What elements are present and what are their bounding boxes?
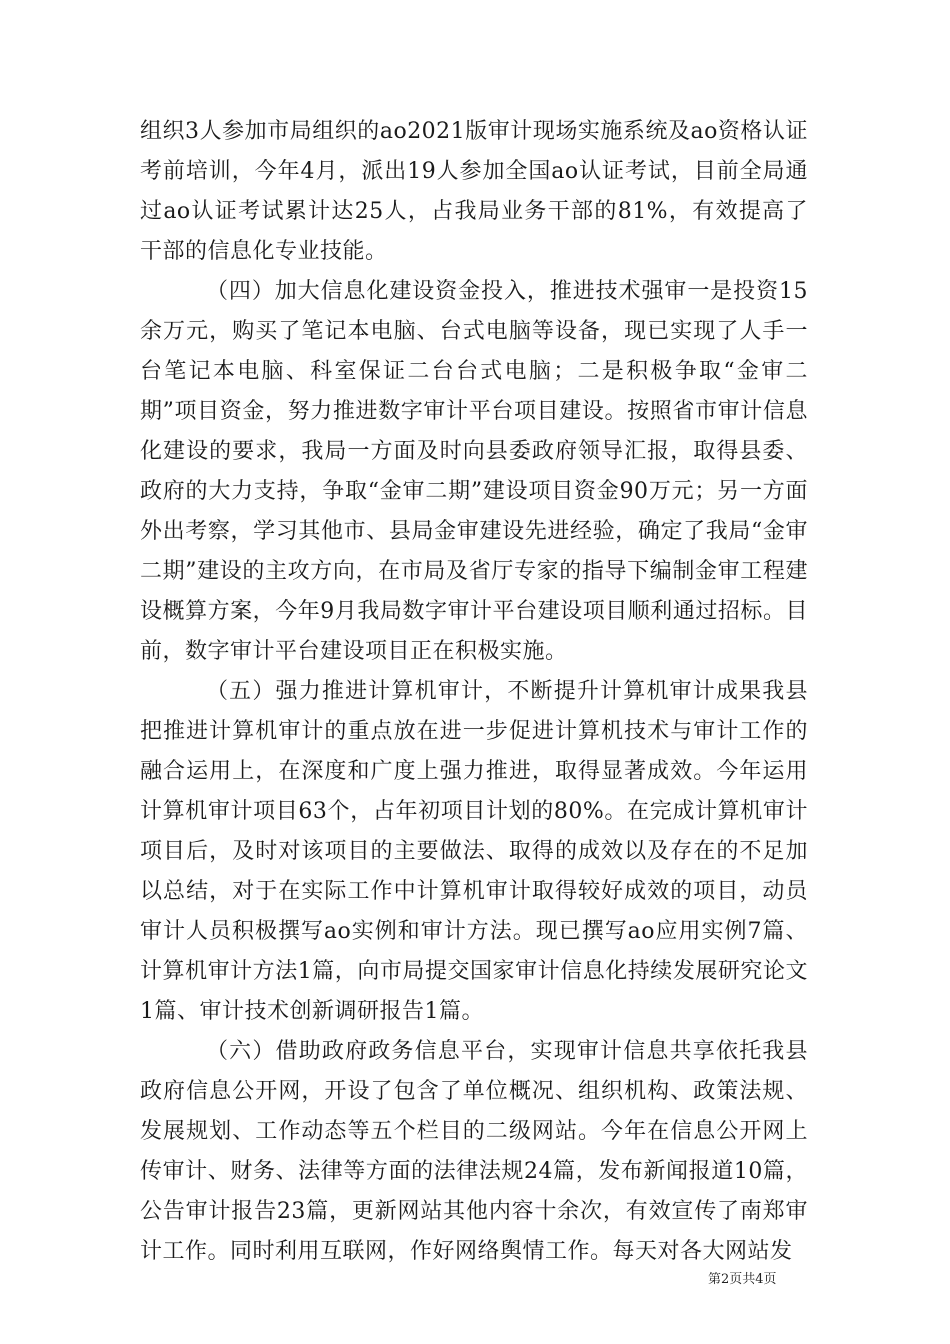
paragraph-section-5: （五）强力推进计算机审计，不断提升计算机审计成果我县把推进计算机审计的重点放在进一步促进计算机技术与审计工作的融合运用上，在深度和广度上强力推进，取得显著成效。今年运用计算机审计项目63个，占年初项目计划的80%。在完成计算机审计项目后，及时对该项目的主要做法、取得的成效以及存在的不足加以总结，对于在实际工作中计算机审计取得较好成效的项目，动员审计人员积极撰写ao实例和审计方法。现已撰写ao应用实例7篇、计算机审计方法1篇，向市局提交国家审计信息化持续发展研究论文1篇、审计技术创新调研报告1篇。 — [140, 679, 808, 1024]
document-body — [140, 112, 808, 1272]
paragraph-section-4: （四）加大信息化建设资金投入，推进技术强审一是投资15余万元，购买了笔记本电脑、台式电脑等设备，现已实现了人手一台笔记本电脑、科室保证二台台式电脑；二是积极争取“金审二期”项目资金，努力推进数字审计平台项目建设。按照省市审计信息化建设的要求，我局一方面及时向县委政府领导汇报，取得县委、政府的大力支持，争取“金审二期”建设项目资金90万元；另一方面外出考察，学习其他市、县局金审建设先进经验，确定了我局“金审二期”建设的主攻方向，在市局及省厅专家的指导下编制金审工程建设概算方案，今年9月我局数字审计平台建设项目顺利通过招标。目前，数字审计平台建设项目正在积极实施。 — [140, 279, 808, 664]
paragraph-section-6: （六）借助政府政务信息平台，实现审计信息共享依托我县政府信息公开网，开设了包含了单位概况、组织机构、政策法规、发展规划、工作动态等五个栏目的二级网站。今年在信息公开网上传审计、财务、法律等方面的法律法规24篇，发布新闻报道10篇，公告审计报告23篇，更新网站其他内容十余次，有效宣传了南郑审计工作。同时利用互联网，作好网络舆情工作。每天对各大网站发 — [140, 1039, 808, 1264]
paragraph-continuation: 组织3人参加市局组织的ao2021版审计现场实施系统及ao资格认证考前培训，今年4月，派出19人参加全国ao认证考试，目前全局通过ao认证考试累计达25人，占我局业务干部的81%，有效提高了干部的信息化专业技能。 — [140, 119, 808, 264]
page-number: 第2页共4页 — [708, 1272, 777, 1287]
